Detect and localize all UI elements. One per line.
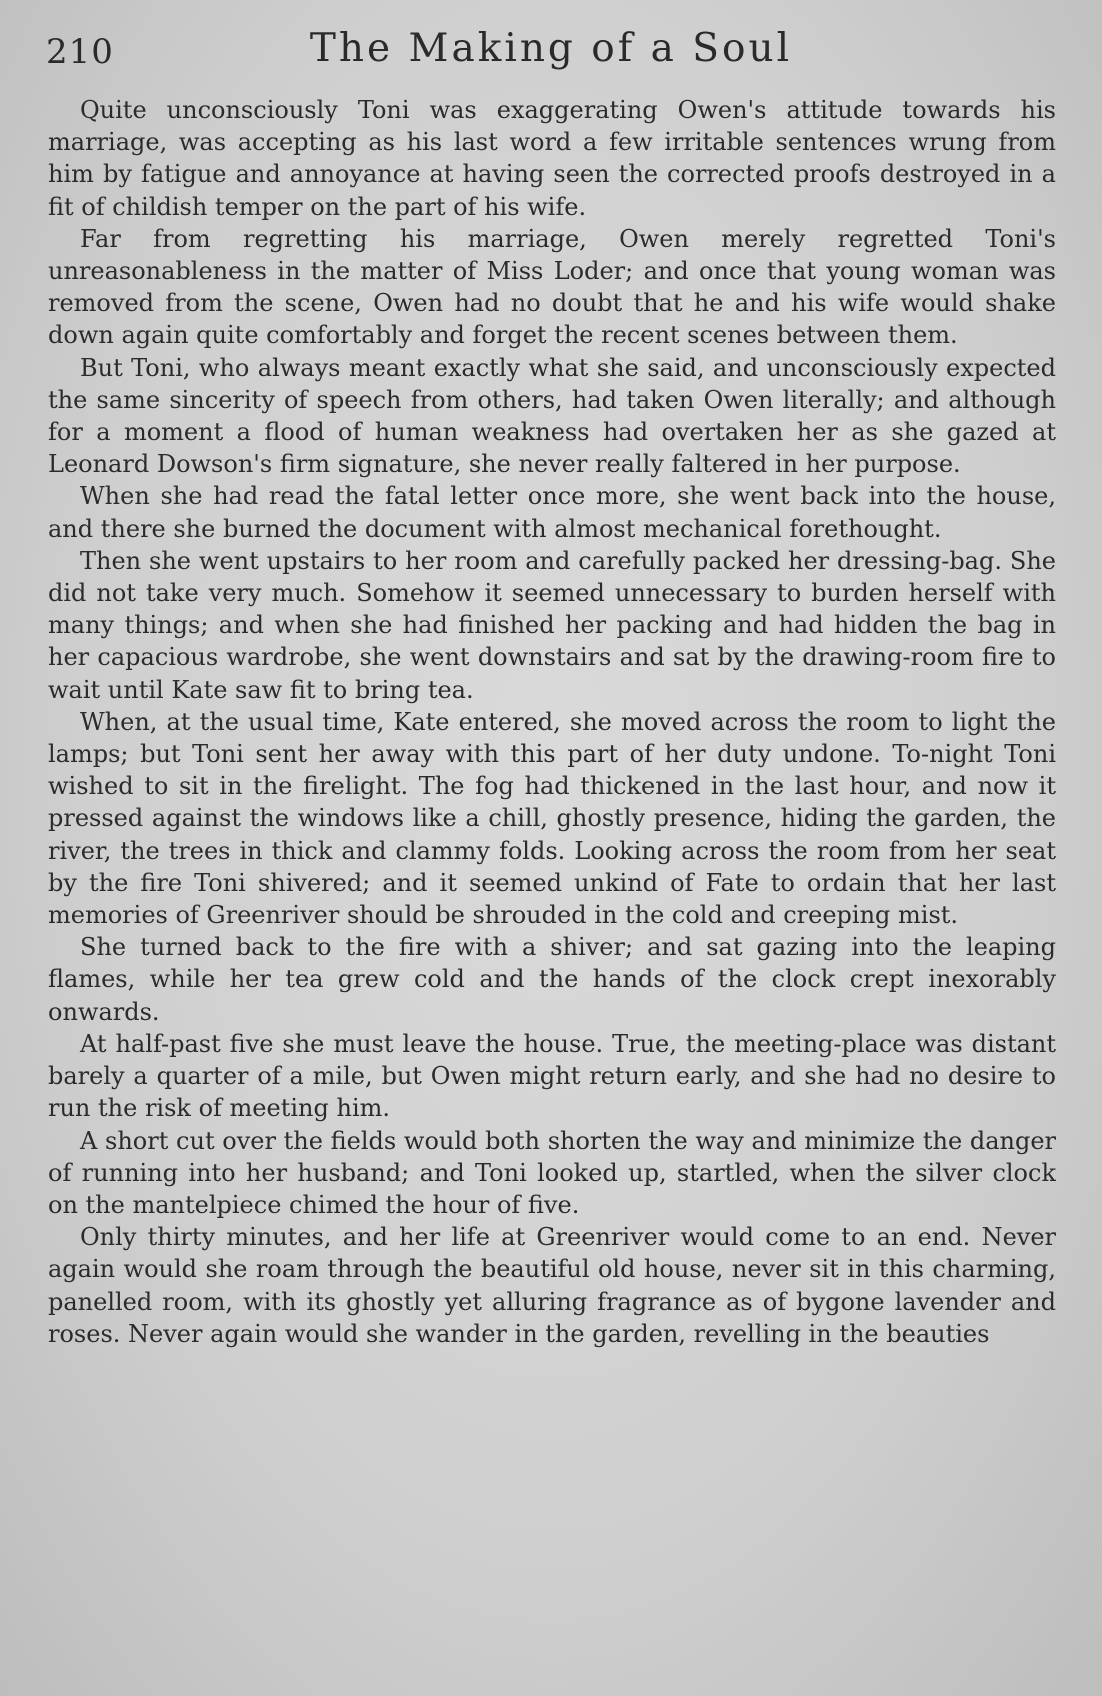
paragraph: But Toni, who always meant exactly what she said, and unconsciously expected the same sincerity of speech from others, had taken Owen literally; and although for a moment a flood of human weakness had overtaken her as she gazed at Leonard Dowson's firm signature, she never really faltered in her purpose. xyxy=(48,353,1056,479)
running-title: The Making of a Soul xyxy=(309,26,793,71)
paragraph: Quite unconsciously Toni was exaggerating Owen's attitude towards his marriage, was accepting as his last word a few irritable sentences wrung from him by fatigue and annoyance at having seen the corrected proofs destroyed in a fit of childish temper on the part of his wife. xyxy=(48,96,1056,221)
paragraph: Then she went upstairs to her room and carefully packed her dressing-bag. She did not take very much. Somehow it seemed unnecessary to burden herself with many things; and when she had finished her packing and had hidden the bag in her capacious wardrobe, she went downstairs and sat by the drawing-room fire to wait until Kate saw fit to bring tea. xyxy=(48,546,1056,704)
page-header xyxy=(46,22,1056,78)
body-text xyxy=(48,94,1056,1674)
paragraph: When, at the usual time, Kate entered, she moved across the room to light the lamps; but Toni sent her away with this part of her duty undone. To-night Toni wished to sit in the firelight. The fog had thickened in the last hour, and now it pressed against the windows like a chill, ghostly presence, hiding the garden, the river, the trees in thick and clammy folds. Looking across the room from her seat by the fire Toni shivered; and it seemed unkind of Fate to ordain that her last memories of Greenriver should be shrouded in the cold and creeping mist. xyxy=(48,707,1056,930)
paragraph: Only thirty minutes, and her life at Greenriver would come to an end. Never again would she roam through the beautiful old house, never sit in this charming, panelled room, with its ghostly yet alluring fragrance as of bygone lavender and roses. Never again would she wander in the garden, revelling in the beauties xyxy=(48,1223,1056,1348)
paragraph: A short cut over the fields would both shorten the way and minimize the danger of running into her husband; and Toni looked up, startled, when the silver clock on the mantelpiece chimed the hour of five. xyxy=(48,1126,1056,1219)
page-number: 210 xyxy=(46,32,114,72)
paragraph: Far from regretting his marriage, Owen merely regretted Toni's unreasonableness in the matter of Miss Loder; and once that young woman was removed from the scene, Owen had no doubt that he and his wife would shake down again quite comfortably and forget the recent scenes between them. xyxy=(48,224,1056,350)
paragraph: She turned back to the fire with a shiver; and sat gazing into the leaping flames, while her tea grew cold and the hands of the clock crept inexorably onwards. xyxy=(48,933,1056,1026)
paragraph: At half-past five she must leave the house. True, the meeting-place was distant barely a quarter of a mile, but Owen might return early, and she had no desire to run the risk of meeting him. xyxy=(48,1029,1056,1123)
paragraph: When she had read the fatal letter once more, she went back into the house, and there she burned the document with almost mechanical forethought. xyxy=(48,482,1056,543)
